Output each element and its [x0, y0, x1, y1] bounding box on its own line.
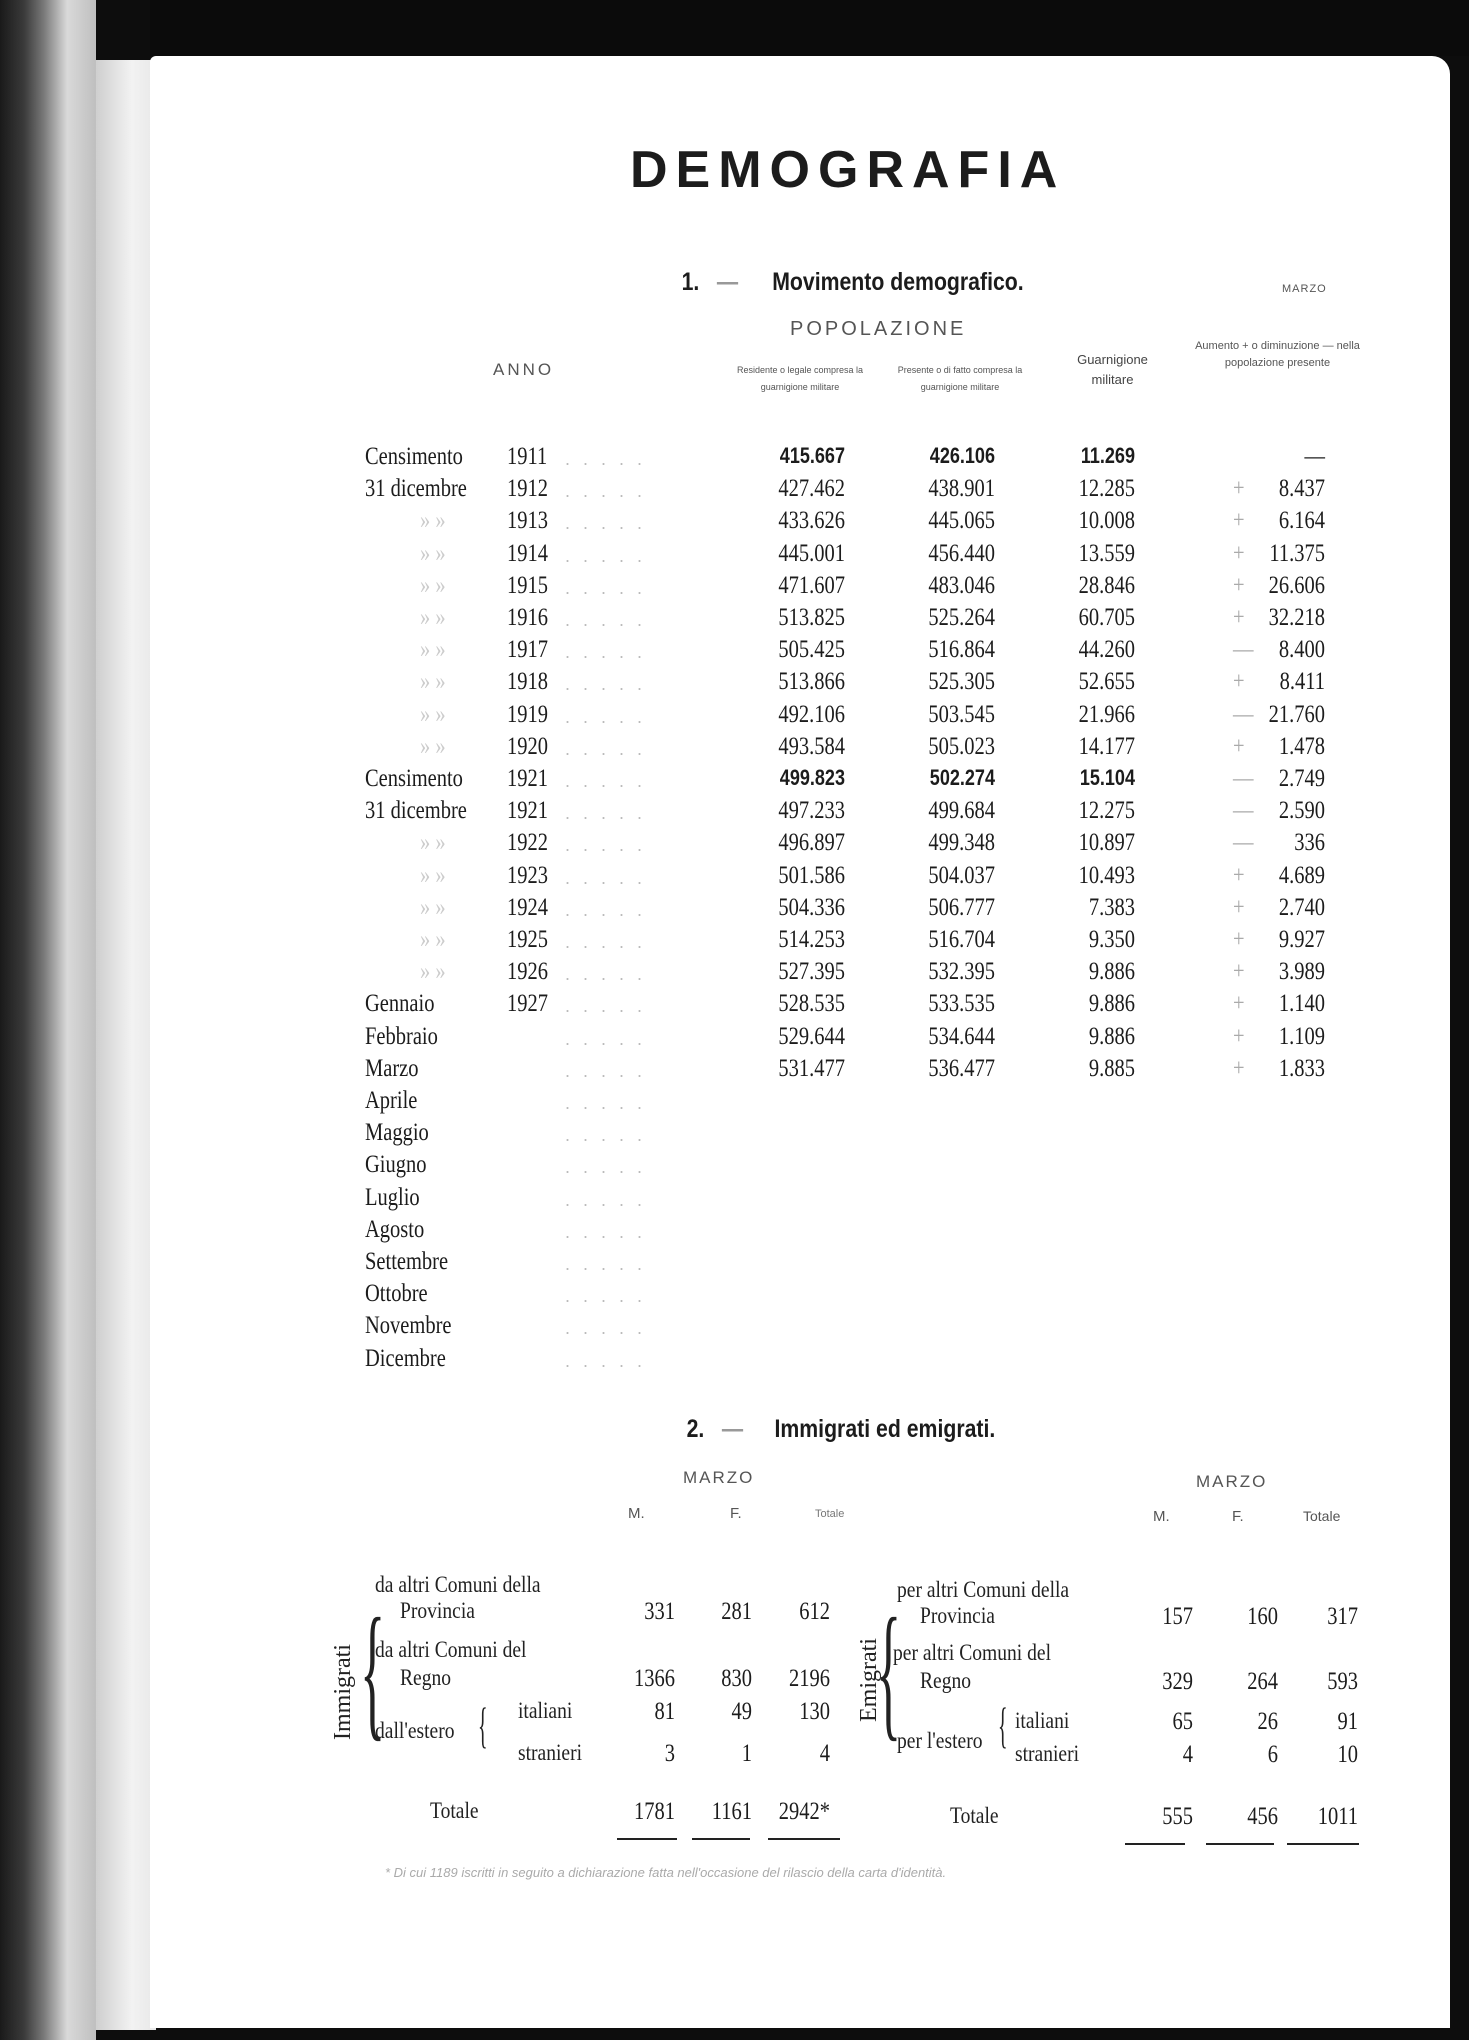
immigrati-side-label: Immigrati	[330, 1644, 356, 1740]
row-change: 21.760	[1268, 701, 1325, 728]
row-residente: 427.462	[778, 475, 845, 502]
row-sign: —	[1233, 701, 1254, 728]
row-residente: 528.535	[778, 990, 845, 1017]
row-sign: +	[1233, 862, 1245, 889]
row-change: 8.437	[1278, 475, 1325, 502]
table-row	[0, 604, 1469, 636]
leader-dots: . . . . .	[565, 513, 647, 533]
leader-dots: . . . . .	[565, 1093, 647, 1113]
row-sign: —	[1233, 797, 1254, 824]
row-label: Luglio	[365, 1184, 420, 1211]
emi-row1-l1: per altri Comuni della	[897, 1577, 1070, 1602]
table-row	[0, 636, 1469, 668]
section2-number: 2.	[686, 1415, 705, 1443]
row-guarnigione: 12.275	[1078, 797, 1135, 824]
row-label: Settembre	[365, 1248, 449, 1275]
row-residente: 531.477	[778, 1055, 845, 1082]
row-change: 4.689	[1278, 862, 1325, 889]
imm-total-rule-m	[617, 1838, 677, 1840]
popolazione-header: POPOLAZIONE	[790, 318, 967, 340]
row-label: » »	[420, 733, 446, 760]
table-row	[0, 733, 1469, 765]
imm-col-f: F.	[730, 1505, 742, 1522]
emi-cell-m: 65	[1172, 1708, 1193, 1735]
row-change: 336	[1294, 829, 1325, 856]
imm-row3-label: italiani	[518, 1698, 573, 1723]
imm-cell-m: 1366	[634, 1665, 675, 1692]
row-label: Giugno	[365, 1151, 427, 1178]
row-change: 2.740	[1278, 894, 1325, 921]
imm-cell-t: 4	[819, 1740, 830, 1767]
immigrati-brace: {	[360, 1588, 386, 1754]
row-residente: 527.395	[778, 958, 845, 985]
row-label: Marzo	[365, 1055, 419, 1082]
section1-dash: —	[716, 268, 739, 296]
row-guarnigione: 44.260	[1078, 636, 1135, 663]
row-year: 1917	[507, 636, 548, 663]
row-year: 1919	[507, 701, 548, 728]
row-year: 1921	[507, 765, 548, 792]
section1-number: 1.	[681, 268, 700, 296]
row-presente: 525.264	[928, 604, 995, 631]
leader-dots: . . . . .	[565, 996, 647, 1016]
section2-dash: —	[721, 1415, 744, 1443]
imm-cell-f: 49	[731, 1698, 752, 1725]
presente-header: Presente o di fatto compresa la guarnigione militare	[897, 365, 1023, 392]
row-presente: 456.440	[928, 540, 995, 567]
emi-total-rule-f	[1206, 1843, 1274, 1845]
row-guarnigione: 10.493	[1078, 862, 1135, 889]
imm-cell-t: 612	[799, 1598, 830, 1625]
emi-cell-t: 10	[1337, 1741, 1358, 1768]
emi-cell-m: 157	[1162, 1603, 1193, 1630]
row-label: Agosto	[365, 1216, 425, 1243]
emi-col-m: M.	[1153, 1508, 1170, 1525]
table-row	[0, 797, 1469, 829]
leader-dots: . . . . .	[565, 1318, 647, 1338]
row-year: 1923	[507, 862, 548, 889]
table-row	[0, 668, 1469, 700]
row-residente: 471.607	[778, 572, 845, 599]
emi-row4-label: stranieri	[1015, 1741, 1080, 1766]
leader-dots: . . . . .	[565, 1061, 647, 1081]
table-row	[0, 1280, 1469, 1312]
imm-col-m: M.	[628, 1505, 645, 1522]
row-year: 1918	[507, 668, 548, 695]
emi-cell-t: 317	[1327, 1603, 1358, 1630]
imm-cell-t: 2196	[789, 1665, 830, 1692]
emigrati-brace: {	[876, 1588, 902, 1754]
leader-dots: . . . . .	[565, 578, 647, 598]
leader-dots: . . . . .	[565, 739, 647, 759]
row-label: Febbraio	[365, 1023, 438, 1050]
row-label: » »	[420, 701, 446, 728]
row-sign: —	[1233, 765, 1254, 792]
page-title: DEMOGRAFIA	[630, 141, 1066, 199]
row-label: Dicembre	[365, 1345, 446, 1372]
section2-title: Immigrati ed emigrati.	[774, 1415, 996, 1443]
immigrati-month-tag: MARZO	[683, 1468, 755, 1487]
imm-row1-l2: Provincia	[400, 1598, 475, 1623]
row-presente: 525.305	[928, 668, 995, 695]
row-change: 6.164	[1278, 507, 1325, 534]
row-sign: +	[1233, 507, 1245, 534]
row-residente: 493.584	[778, 733, 845, 760]
table-row	[0, 765, 1469, 797]
row-sign: —	[1233, 829, 1254, 856]
emi-total-t: 1011	[1317, 1803, 1358, 1830]
row-guarnigione: 21.966	[1078, 701, 1135, 728]
imm-row2-l1: da altri Comuni del	[375, 1637, 527, 1662]
row-guarnigione: 9.886	[1088, 958, 1135, 985]
row-presente: 438.901	[928, 475, 995, 502]
row-label: » »	[420, 572, 446, 599]
row-label: » »	[420, 540, 446, 567]
imm-total-label: Totale	[430, 1798, 479, 1823]
leader-dots: . . . . .	[565, 642, 647, 662]
row-guarnigione: 9.886	[1088, 990, 1135, 1017]
row-change: 26.606	[1268, 572, 1325, 599]
row-label: Novembre	[365, 1312, 452, 1339]
row-residente: 415.667	[779, 443, 845, 468]
emi-row2-l1: per altri Comuni del	[893, 1640, 1052, 1665]
table-row	[0, 1345, 1469, 1377]
row-residente: 492.106	[778, 701, 845, 728]
row-label: Censimento	[365, 443, 463, 470]
emi-cell-f: 160	[1247, 1603, 1278, 1630]
leader-dots: . . . . .	[565, 1351, 647, 1371]
table-row	[0, 926, 1469, 958]
row-residente: 496.897	[778, 829, 845, 856]
emi-cell-t: 593	[1327, 1668, 1358, 1695]
row-residente: 499.823	[779, 765, 845, 790]
row-change: 32.218	[1268, 604, 1325, 631]
imm-estero-label: dall'estero	[375, 1718, 455, 1743]
row-label: » »	[420, 894, 446, 921]
row-residente: 433.626	[778, 507, 845, 534]
table-row	[0, 958, 1469, 990]
leader-dots: . . . . .	[565, 674, 647, 694]
residente-header: Residente o legale compresa la guarnigione militare	[736, 365, 864, 392]
row-sign: +	[1233, 1023, 1245, 1050]
section1-month-tag: MARZO	[1282, 283, 1327, 295]
imm-total-rule-t	[768, 1838, 840, 1840]
row-presente: 534.644	[928, 1023, 995, 1050]
row-presente: 483.046	[928, 572, 995, 599]
row-guarnigione: 9.350	[1088, 926, 1135, 953]
emi-total-m: 555	[1162, 1803, 1193, 1830]
row-sign: +	[1233, 540, 1245, 567]
leader-dots: . . . . .	[565, 481, 647, 501]
imm-col-tot: Totale	[815, 1508, 845, 1520]
row-year: 1927	[507, 990, 548, 1017]
imm-cell-f: 830	[721, 1665, 752, 1692]
row-label: » »	[420, 604, 446, 631]
row-guarnigione: 13.559	[1078, 540, 1135, 567]
scan-border	[150, 0, 1469, 56]
table-row	[0, 540, 1469, 572]
row-sign: +	[1233, 990, 1245, 1017]
emi-col-tot: Totale	[1303, 1508, 1341, 1524]
row-residente: 513.866	[778, 668, 845, 695]
row-sign: +	[1233, 604, 1245, 631]
emi-cell-f: 26	[1257, 1708, 1278, 1735]
emi-cell-m: 4	[1182, 1741, 1193, 1768]
emi-cell-m: 329	[1162, 1668, 1193, 1695]
row-guarnigione: 60.705	[1078, 604, 1135, 631]
row-presente: 536.477	[928, 1055, 995, 1082]
leader-dots: . . . . .	[565, 546, 647, 566]
leader-dots: . . . . .	[565, 1157, 647, 1177]
leader-dots: . . . . .	[565, 610, 647, 630]
row-guarnigione: 12.285	[1078, 475, 1135, 502]
emi-row3-label: italiani	[1015, 1708, 1070, 1733]
row-residente: 501.586	[778, 862, 845, 889]
row-year: 1922	[507, 829, 548, 856]
emi-estero-label: per l'estero	[897, 1728, 983, 1753]
row-guarnigione: 9.886	[1088, 1023, 1135, 1050]
row-residente: 445.001	[778, 540, 845, 567]
row-label: Censimento	[365, 765, 463, 792]
row-presente: 499.684	[928, 797, 995, 824]
row-sign: +	[1233, 572, 1245, 599]
row-year: 1912	[507, 475, 548, 502]
leader-dots: . . . . .	[565, 1125, 647, 1145]
imm-cell-f: 281	[721, 1598, 752, 1625]
row-label: 31 dicembre	[365, 475, 467, 502]
row-presente: 504.037	[928, 862, 995, 889]
row-label: » »	[420, 829, 446, 856]
imm-row4-label: stranieri	[518, 1740, 583, 1765]
row-sign: +	[1233, 733, 1245, 760]
row-guarnigione: 28.846	[1078, 572, 1135, 599]
row-label: » »	[420, 507, 446, 534]
row-presente: 532.395	[928, 958, 995, 985]
row-change: 9.927	[1278, 926, 1325, 953]
row-presente: 516.864	[928, 636, 995, 663]
table-row	[0, 1248, 1469, 1280]
leader-dots: . . . . .	[565, 932, 647, 952]
row-year: 1911	[507, 443, 548, 470]
table-row	[0, 1312, 1469, 1344]
table-row	[0, 990, 1469, 1022]
table-row	[0, 507, 1469, 539]
row-guarnigione: 10.897	[1078, 829, 1135, 856]
emi-total-rule-t	[1287, 1843, 1359, 1845]
footnote: * Di cui 1189 iscritti in seguito a dichiarazione fatta nell'occasione del rilascio della carta d'identità.	[385, 1865, 947, 1880]
leader-dots: . . . . .	[565, 900, 647, 920]
row-sign: —	[1233, 636, 1254, 663]
row-guarnigione: 7.383	[1088, 894, 1135, 921]
row-guarnigione: 11.269	[1080, 443, 1135, 468]
emi-cell-f: 6	[1267, 1741, 1278, 1768]
row-residente: 529.644	[778, 1023, 845, 1050]
row-presente: 506.777	[928, 894, 995, 921]
row-year: 1921	[507, 797, 548, 824]
row-change: 8.411	[1279, 668, 1325, 695]
aumento-header: Aumento + o diminuzione — nella popolazione presente	[1195, 340, 1360, 369]
row-residente: 497.233	[778, 797, 845, 824]
emi-estero-brace: {	[998, 1697, 1008, 1753]
table-row	[0, 1023, 1469, 1055]
emi-col-f: F.	[1232, 1508, 1244, 1525]
imm-estero-brace: {	[478, 1697, 488, 1753]
row-sign: +	[1233, 894, 1245, 921]
row-presente: 533.535	[928, 990, 995, 1017]
row-sign: +	[1233, 1055, 1245, 1082]
row-presente: 426.106	[929, 443, 995, 468]
emi-row2-l2: Regno	[920, 1668, 972, 1693]
row-year: 1916	[507, 604, 548, 631]
row-residente: 514.253	[778, 926, 845, 953]
row-year: 1915	[507, 572, 548, 599]
leader-dots: . . . . .	[565, 803, 647, 823]
emi-total-rule-m	[1125, 1843, 1185, 1845]
emi-total-f: 456	[1247, 1803, 1278, 1830]
emi-cell-t: 91	[1337, 1708, 1358, 1735]
row-change: 3.989	[1278, 958, 1325, 985]
leader-dots: . . . . .	[565, 1029, 647, 1049]
row-label: Maggio	[365, 1119, 429, 1146]
row-residente: 513.825	[778, 604, 845, 631]
table-row	[0, 1184, 1469, 1216]
imm-cell-f: 1	[741, 1740, 752, 1767]
imm-cell-t: 130	[799, 1698, 830, 1725]
row-label: » »	[420, 862, 446, 889]
imm-total-m: 1781	[634, 1798, 675, 1825]
row-guarnigione: 14.177	[1078, 733, 1135, 760]
imm-row2-l2: Regno	[400, 1665, 452, 1690]
row-sign: +	[1233, 475, 1245, 502]
row-year: 1926	[507, 958, 548, 985]
row-year: 1924	[507, 894, 548, 921]
row-change: 1.140	[1278, 990, 1325, 1017]
row-change: —	[1304, 443, 1325, 470]
row-sign: +	[1233, 926, 1245, 953]
leader-dots: . . . . .	[565, 964, 647, 984]
row-change: 8.400	[1278, 636, 1325, 663]
row-guarnigione: 15.104	[1079, 765, 1135, 790]
row-year: 1914	[507, 540, 548, 567]
row-change: 1.109	[1278, 1023, 1325, 1050]
guarnigione-header: Guarnigione militare	[1077, 352, 1148, 387]
row-presente: 503.545	[928, 701, 995, 728]
imm-cell-m: 331	[644, 1598, 675, 1625]
row-sign: +	[1233, 668, 1245, 695]
table-row	[0, 894, 1469, 926]
leader-dots: . . . . .	[565, 868, 647, 888]
leader-dots: . . . . .	[565, 1190, 647, 1210]
table-row	[0, 572, 1469, 604]
table-row	[0, 862, 1469, 894]
row-change: 2.749	[1278, 765, 1325, 792]
table-row	[0, 1119, 1469, 1151]
row-label: » »	[420, 636, 446, 663]
emi-total-label: Totale	[950, 1803, 999, 1828]
row-change: 2.590	[1278, 797, 1325, 824]
row-guarnigione: 9.885	[1088, 1055, 1135, 1082]
row-label: » »	[420, 958, 446, 985]
row-label: » »	[420, 926, 446, 953]
row-presente: 499.348	[928, 829, 995, 856]
imm-total-f: 1161	[711, 1798, 752, 1825]
imm-total-rule-f	[692, 1838, 750, 1840]
table-row	[0, 475, 1469, 507]
table-row	[0, 1055, 1469, 1087]
section1-title: Movimento demografico.	[772, 268, 1024, 296]
row-presente: 516.704	[928, 926, 995, 953]
leader-dots: . . . . .	[565, 771, 647, 791]
row-change: 11.375	[1269, 540, 1325, 567]
row-guarnigione: 10.008	[1078, 507, 1135, 534]
table-row	[0, 1216, 1469, 1248]
emigrati-month-tag: MARZO	[1196, 1472, 1268, 1491]
leader-dots: . . . . .	[565, 707, 647, 727]
leader-dots: . . . . .	[565, 1222, 647, 1242]
row-change: 1.833	[1278, 1055, 1325, 1082]
row-residente: 505.425	[778, 636, 845, 663]
table-row	[0, 1151, 1469, 1183]
emi-cell-f: 264	[1247, 1668, 1278, 1695]
row-change: 1.478	[1278, 733, 1325, 760]
row-year: 1920	[507, 733, 548, 760]
row-guarnigione: 52.655	[1078, 668, 1135, 695]
row-residente: 504.336	[778, 894, 845, 921]
row-label: » »	[420, 668, 446, 695]
table-row	[0, 829, 1469, 861]
row-label: Gennaio	[365, 990, 435, 1017]
row-presente: 505.023	[928, 733, 995, 760]
table-row	[0, 443, 1469, 475]
imm-cell-m: 3	[664, 1740, 675, 1767]
table-row	[0, 701, 1469, 733]
row-label: Aprile	[365, 1087, 418, 1114]
imm-total-t: 2942*	[778, 1798, 830, 1825]
emi-row1-l2: Provincia	[920, 1603, 995, 1628]
imm-row1-l1: da altri Comuni della	[375, 1572, 541, 1597]
leader-dots: . . . . .	[565, 835, 647, 855]
leader-dots: . . . . .	[565, 1254, 647, 1274]
table-row	[0, 1087, 1469, 1119]
row-year: 1925	[507, 926, 548, 953]
leader-dots: . . . . .	[565, 449, 647, 469]
emigrati-side-label: Emigrati	[856, 1638, 882, 1722]
row-sign: +	[1233, 958, 1245, 985]
leader-dots: . . . . .	[565, 1286, 647, 1306]
row-label: 31 dicembre	[365, 797, 467, 824]
row-presente: 445.065	[928, 507, 995, 534]
row-year: 1913	[507, 507, 548, 534]
anno-header: ANNO	[493, 360, 555, 379]
imm-cell-m: 81	[654, 1698, 675, 1725]
row-label: Ottobre	[365, 1280, 428, 1307]
row-presente: 502.274	[929, 765, 995, 790]
